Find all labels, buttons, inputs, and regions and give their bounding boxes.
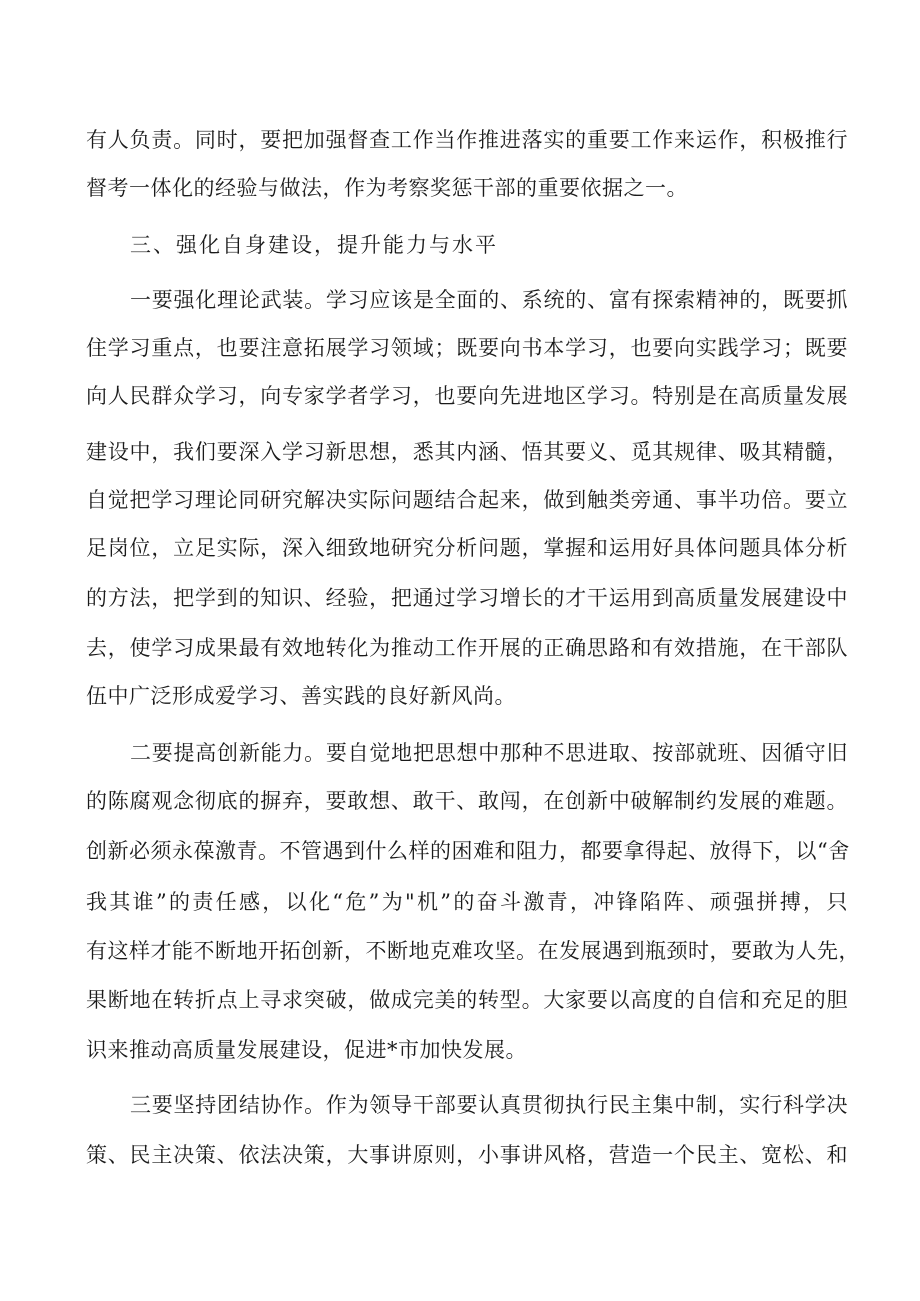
text-line: 有这样才能不断地开拓创新，不断地克难攻坚。在发展遇到瓶颈时，要敢为人先， xyxy=(86,939,860,963)
text-line: 策、民主决策、依法决策，大事讲原则，小事讲风格，营造一个民主、宽松、和 xyxy=(86,1143,848,1167)
text-line: 的方法，把学到的知识、经验，把通过学习增长的才干运用到高质量发展建设中 xyxy=(86,586,848,610)
text-line: 去，使学习成果最有效地转化为推动工作开展的正确思路和有效措施，在干部队 xyxy=(86,636,848,660)
text-line: 建设中，我们要深入学习新思想，悉其内涵、悟其要义、觅其规律、吸其精髓， xyxy=(86,440,848,464)
text-line: 三要坚持团结协作。作为领导干部要认真贯彻执行民主集中制，实行科学决 xyxy=(130,1093,848,1117)
text-line: 我其谁”的责任感，以化“危”为"机”的奋斗激青，冲锋陷阵、顽强拼搏，只 xyxy=(86,890,848,914)
text-line: 督考一体化的经验与做法，作为考察奖惩干部的重要依据之一。 xyxy=(86,176,688,200)
text-line: 住学习重点，也要注意拓展学习领域；既要向书本学习，也要向实践学习；既要 xyxy=(86,336,848,360)
text-line: 自觉把学习理论同研究解决实际问题结合起来，做到触类旁通、事半功倍。要立 xyxy=(86,488,848,512)
text-line: 的陈腐观念彻底的摒弃，要敢想、敢干、敢闯，在创新中破解制约发展的难题。 xyxy=(86,789,848,813)
text-line: 伍中广泛形成爱学习、善实践的良好新风尚。 xyxy=(86,684,516,708)
text-line: 创新必须永葆激青。不管遇到什么样的困难和阻力，都要拿得起、放得下，以“舍 xyxy=(86,839,850,863)
text-line: 有人负责。同时，要把加强督查工作当作推进落实的重要工作来运作，积极推行 xyxy=(86,128,848,152)
text-line: 二要提高创新能力。要自觉地把思想中那种不思进取、按部就班、因循守旧 xyxy=(130,741,848,765)
text-line: 一要强化理论武装。学习应该是全面的、系统的、富有探索精神的，既要抓 xyxy=(130,288,848,312)
text-line: 识来推动高质量发展建设，促进*市加快发展。 xyxy=(86,1038,527,1062)
section-heading: 三、强化自身建设，提升能力与水平 xyxy=(130,233,498,257)
text-line: 足岗位，立足实际，深入细致地研究分析问题，掌握和运用好具体问题具体分析 xyxy=(86,536,848,560)
text-line: 果断地在转折点上寻求突破，做成完美的转型。大家要以高度的自信和充足的胆 xyxy=(86,988,848,1012)
text-line: 向人民群众学习，向专家学者学习，也要向先进地区学习。特别是在高质量发展 xyxy=(86,384,848,408)
